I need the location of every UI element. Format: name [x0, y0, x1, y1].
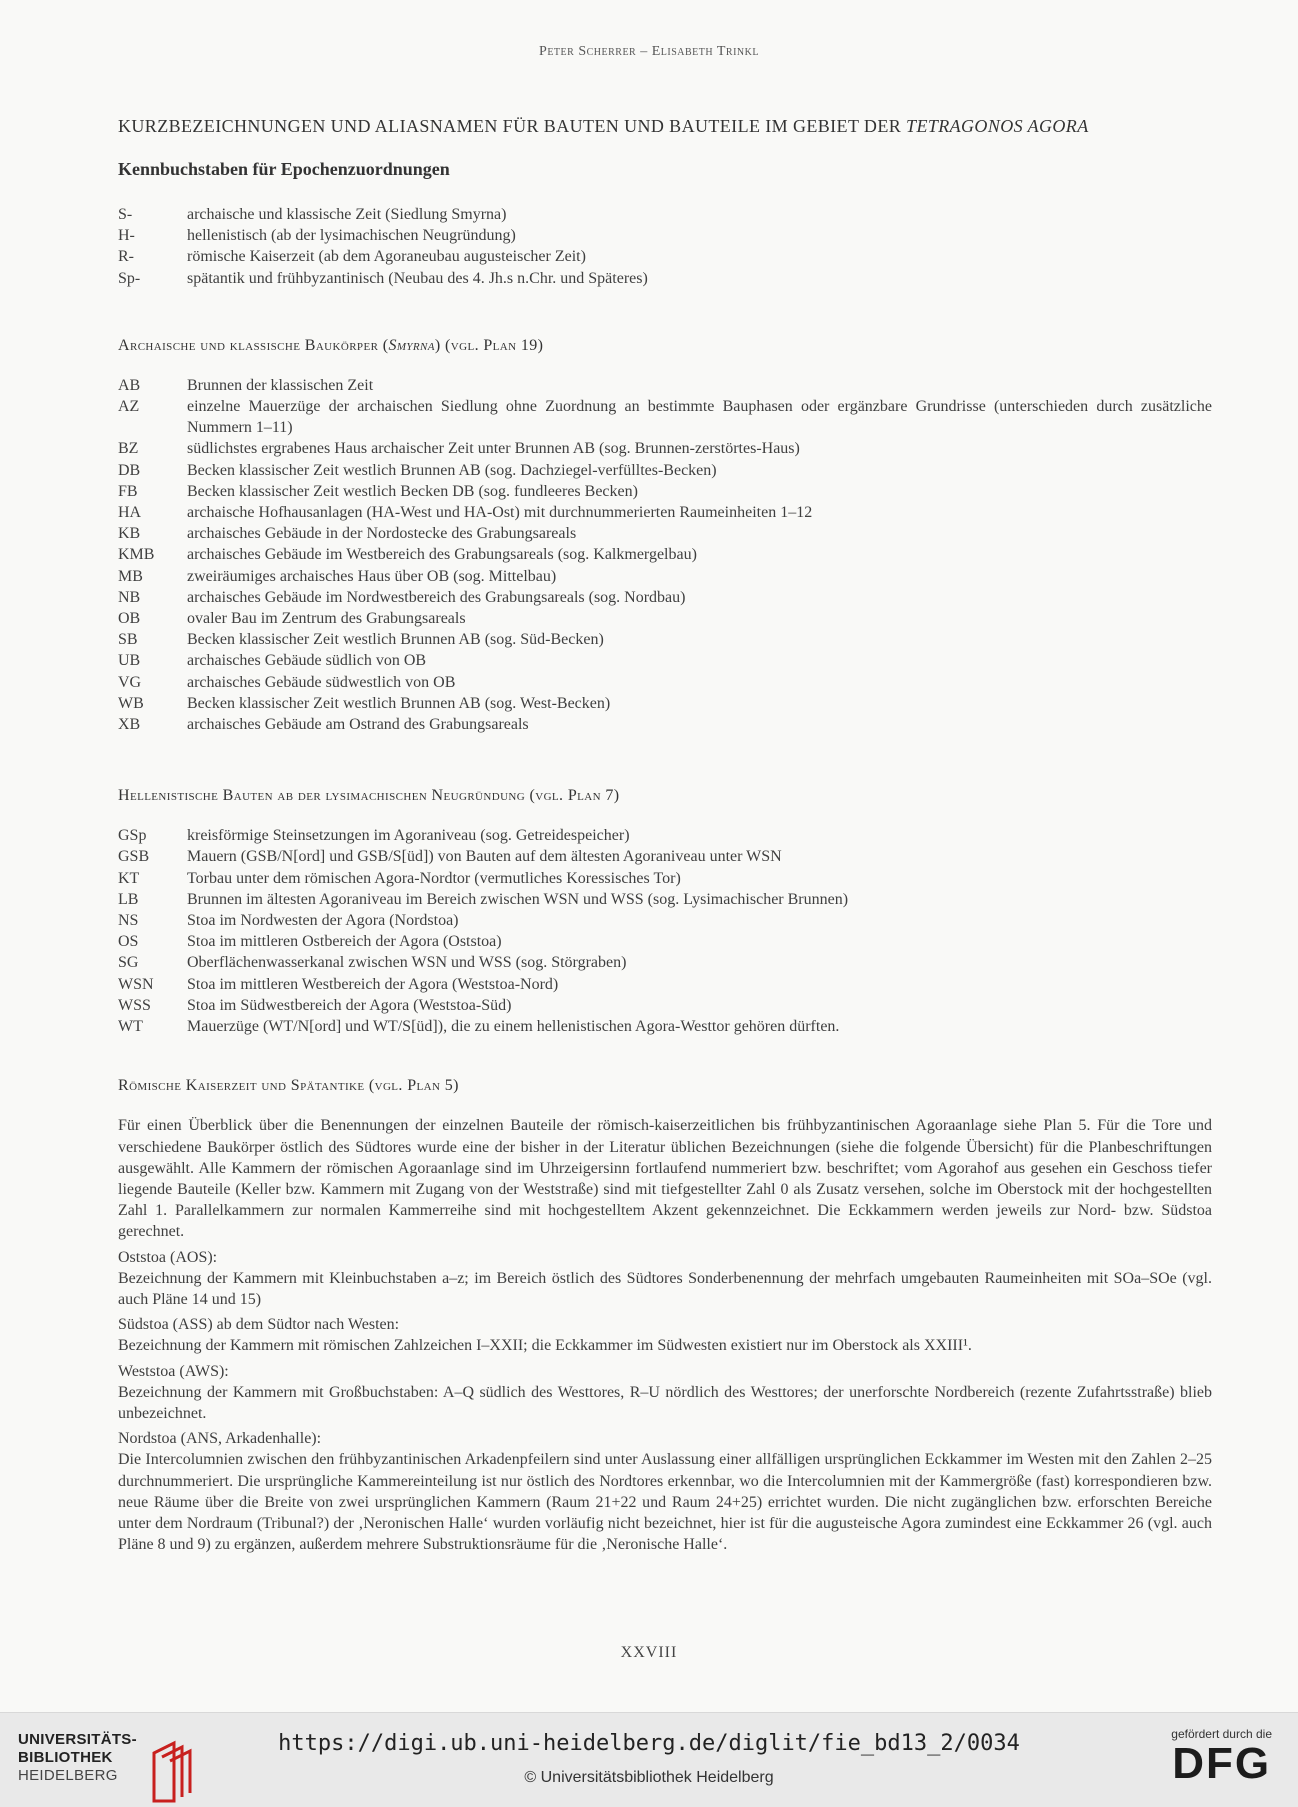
archaic-row	[118, 566, 1212, 587]
hellenistic-row	[118, 825, 1212, 846]
stoa-heading: Weststoa (AWS):	[118, 1362, 229, 1380]
abbreviation-code: VG	[118, 673, 142, 691]
hellenistic-row	[118, 846, 1212, 867]
abbreviation-description: römische Kaiserzeit (ab dem Agoraneubau augusteischer Zeit)	[187, 248, 586, 266]
main-title-italic: TETRAGONOS AGORA	[906, 116, 1089, 136]
archaic-row	[118, 375, 1212, 396]
viewer-footer	[0, 1712, 1298, 1807]
abbreviation-description: südlichstes ergrabenes Haus archaischer Zeit unter Brunnen AB (sog. Brunnen-zerstörtes-Haus)	[187, 440, 800, 458]
abbreviation-description: Brunnen im ältesten Agoraniveau im Bereich zwischen WSN und WSS (sog. Lysimachischer Brunnen)	[187, 890, 849, 908]
abbreviation-code: KT	[118, 869, 140, 887]
archaic-row	[118, 693, 1212, 714]
stoa-heading: Oststoa (AOS):	[118, 1248, 218, 1266]
library-name-line1: UNIVERSITÄTS-	[18, 1731, 137, 1748]
hellenistic-row	[118, 910, 1212, 931]
abbreviation-code: BZ	[118, 440, 139, 458]
abbreviation-code: MB	[118, 567, 143, 585]
abbreviation-code: WT	[118, 1018, 143, 1036]
library-name-line2: BIBLIOTHEK	[18, 1749, 113, 1766]
permalink-url[interactable]: https://digi.ub.uni-heidelberg.de/diglit/fie_bd13_2/0034	[278, 1731, 1020, 1756]
epoch-row	[118, 204, 1212, 225]
abbreviation-code: SB	[118, 631, 138, 649]
funded-by-text: gefördert durch die	[1171, 1727, 1272, 1741]
page-number: XXVIII	[620, 1644, 678, 1661]
abbreviation-code: OS	[118, 933, 139, 951]
stoa-description: Bezeichnung der Kammern mit römischen Zahlzeichen I–XXII; die Eckkammer im Südwesten existiert nur im Oberstock als XXIII¹.	[118, 1337, 972, 1355]
abbreviation-code: AB	[118, 376, 141, 394]
abbreviation-code: R-	[118, 248, 134, 266]
abbreviation-description: einzelne Mauerzüge der archaischen Siedlung ohne Zuordnung an bestimmte Bauphasen oder ergänzbare Grundrisse (unterschieden durch zusätzliche Nummern 1–11)	[187, 398, 1212, 437]
archaic-row	[118, 672, 1212, 693]
archaic-title-post: ) (vgl. Plan 19)	[434, 336, 544, 354]
epoch-list	[118, 204, 1212, 289]
epoch-title: Kennbuchstaben für Epochenzuordnungen	[118, 159, 450, 179]
abbreviation-description: ovaler Bau im Zentrum des Grabungsareals	[187, 610, 466, 628]
abbreviation-code: DB	[118, 461, 141, 479]
hellenistic-row	[118, 1016, 1212, 1037]
abbreviation-description: Torbau unter dem römischen Agora-Nordtor (vermutliches Koressisches Tor)	[187, 869, 681, 887]
abbreviation-code: UB	[118, 652, 141, 670]
archaic-row	[118, 502, 1212, 523]
abbreviation-code: S-	[118, 206, 133, 223]
abbreviation-code: GSB	[118, 848, 150, 866]
archaic-row	[118, 460, 1212, 481]
abbreviation-description: Mauerzüge (WT/N[ord] und WT/S[üd]), die zu einem hellenistischen Agora-Westtor gehören dürften.	[187, 1018, 840, 1036]
abbreviation-description: Stoa im Südwestbereich der Agora (Weststoa-Süd)	[187, 996, 512, 1014]
page-content	[118, 116, 1212, 1555]
stoa-descriptions	[118, 1247, 1212, 1556]
abbreviation-description: archaisches Gebäude in der Nordostecke des Grabungsareals	[187, 525, 577, 543]
abbreviation-description: Becken klassischer Zeit westlich Brunnen AB (sog. Dachziegel-verfülltes-Becken)	[187, 461, 717, 479]
abbreviation-code: Sp-	[118, 269, 141, 287]
archaic-row	[118, 608, 1212, 629]
hellenistic-row	[118, 974, 1212, 995]
archaic-row	[118, 544, 1212, 565]
abbreviation-code: FB	[118, 482, 138, 500]
hellenistic-row	[118, 931, 1212, 952]
archaic-section-title	[118, 337, 1212, 355]
roman-intro-paragraph: Für einen Überblick über die Benennungen der einzelnen Bauteile der römisch-kaiserzeitlichen bis frühbyzantinischen Agoraanlage siehe Plan 5. Für die Tore und verschiedene Baukörper östlich des Südtores wurde eine der bisher in der Literatur üblichen Bezeichnungen (siehe die folgende Übersicht) für die Planbeschriftungen ausgewählt. Alle Kammern der römischen Agoraanlage sind im Uhrzeigersinn fortlaufend nummeriert bzw. beschriftet; vom Agorahof aus gesehen ein Geschoss tiefer liegende Bauteile (Keller bzw. Kammern mit Zugang von der Weststraße) sind mit tiefgestellter Zahl 0 als Zusatz versehen, solche im Oberstock mit der hochgestellten Zahl 1. Parallelkammern zur normalen Kammerreihe sind mit hochgestelltem Akzent gekennzeichnet. Die Eckkammern werden jeweils zur Nord- bzw. Südstoa gerechnet.	[118, 1117, 1212, 1241]
main-title	[118, 116, 1212, 137]
abbreviation-description: archaische und klassische Zeit (Siedlung Smyrna)	[187, 206, 507, 223]
abbreviation-code: WSS	[118, 996, 151, 1014]
hellenistic-section-title: Hellenistische Bauten ab der lysimachischen Neugründung (vgl. Plan 7)	[118, 787, 620, 805]
archaic-row	[118, 396, 1212, 438]
abbreviation-description: Oberflächenwasserkanal zwischen WSN und WSS (sog. Störgraben)	[187, 954, 627, 972]
stoa-heading: Nordstoa (ANS, Arkadenhalle):	[118, 1430, 322, 1448]
dfg-wordmark: DFG	[1172, 1739, 1272, 1788]
abbreviation-description: spätantik und frühbyzantinisch (Neubau des 4. Jh.s n.Chr. und Späteres)	[187, 269, 648, 287]
archaic-row	[118, 629, 1212, 650]
archaic-row	[118, 438, 1212, 459]
copyright-text: © Universitätsbibliothek Heidelberg	[524, 1769, 774, 1786]
hellenistic-list	[118, 825, 1212, 1037]
abbreviation-code: H-	[118, 227, 135, 245]
hellenistic-row	[118, 995, 1212, 1016]
roman-section-title: Römische Kaiserzeit und Spätantike (vgl. Plan 5)	[118, 1077, 459, 1095]
archaic-row	[118, 481, 1212, 502]
abbreviation-code: NB	[118, 588, 141, 606]
stoa-description: Bezeichnung der Kammern mit Kleinbuchstaben a–z; im Bereich östlich des Südtores Sonderbenennung der mehrfach umgebauten Raumeinheiten mit SOa–SOe (vgl. auch Pläne 14 und 15)	[118, 1269, 1212, 1308]
archaic-row	[118, 714, 1212, 735]
running-head: Peter Scherrer – Elisabeth Trinkl	[539, 44, 759, 59]
stoa-description: Die Intercolumnien zwischen den frühbyzantinischen Arkadenpfeilern sind unter Auslassung einer allfälligen ursprünglichen Eckkammer im Westen mit den Zahlen 2–25 durchnummeriert. Die ursprüngliche Kammereinteilung ist nur östlich des Nordtores erkennbar, wo die Intercolumnien mit der Kammergröße (fast) korrespondieren bzw. neue Räume über die Breite von zwei ursprünglichen Kammern (Raum 21+22 und Raum 24+25) errichtet wurden. Die nicht zugänglichen bzw. erforschten Bereiche unter dem Nordraum (Tribunal?) der ‚Neronischen Halle‘ wurden vorläufig nicht bezeichnet, hier ist für die augusteische Agora zumindest eine Eckkammer 26 (vgl. auch Pläne 8 und 9) zu ergänzen, außerdem mehrere Substruktionsräume für die ‚Neronische Halle‘.	[118, 1451, 1212, 1554]
abbreviation-description: Brunnen der klassischen Zeit	[187, 376, 374, 394]
abbreviation-code: GSp	[118, 827, 147, 845]
abbreviation-code: KMB	[118, 546, 155, 564]
abbreviation-code: AZ	[118, 398, 140, 416]
abbreviation-code: NS	[118, 912, 139, 930]
archaic-row	[118, 587, 1212, 608]
abbreviation-code: OB	[118, 610, 141, 628]
hellenistic-row	[118, 868, 1212, 889]
abbreviation-code: KB	[118, 525, 141, 543]
abbreviation-code: HA	[118, 504, 142, 522]
abbreviation-description: archaisches Gebäude im Nordwestbereich des Grabungsareals (sog. Nordbau)	[187, 588, 686, 606]
abbreviation-description: archaisches Gebäude südwestlich von OB	[187, 673, 456, 691]
archaic-row	[118, 523, 1212, 544]
abbreviation-description: hellenistisch (ab der lysimachischen Neugründung)	[187, 227, 516, 245]
archaic-row	[118, 650, 1212, 671]
abbreviation-description: Stoa im mittleren Ostbereich der Agora (Oststoa)	[187, 933, 502, 951]
archaic-title-pre: Archaische und klassische Baukörper (	[118, 336, 389, 354]
abbreviation-code: WSN	[118, 975, 154, 993]
library-name-line3: HEIDELBERG	[18, 1767, 118, 1784]
abbreviation-description: Stoa im mittleren Westbereich der Agora (Weststoa-Nord)	[187, 975, 559, 993]
epoch-row	[118, 246, 1212, 267]
abbreviation-description: Stoa im Nordwesten der Agora (Nordstoa)	[187, 912, 459, 930]
abbreviation-description: archaisches Gebäude südlich von OB	[187, 652, 427, 670]
abbreviation-description: Mauern (GSB/N[ord] und GSB/S[üd]) von Bauten auf dem ältesten Agoraniveau unter WSN	[187, 848, 782, 866]
abbreviation-code: WB	[118, 694, 144, 712]
archaic-list	[118, 375, 1212, 735]
dfg-logo	[1171, 1727, 1272, 1787]
epoch-row	[118, 268, 1212, 289]
abbreviation-description: Becken klassischer Zeit westlich Becken DB (sog. fundleeres Becken)	[187, 482, 638, 500]
stoa-description: Bezeichnung der Kammern mit Großbuchstaben: A–Q südlich des Westtores, R–U nördlich des Westtores; der unerforschte Nordbereich (rezente Zufahrtsstraße) blieb unbezeichnet.	[118, 1383, 1212, 1422]
abbreviation-description: archaische Hofhausanlagen (HA-West und HA-Ost) mit durchnummerierten Raumeinheiten 1–12	[187, 504, 813, 522]
hellenistic-row	[118, 889, 1212, 910]
abbreviation-code: SG	[118, 954, 139, 972]
abbreviation-description: archaisches Gebäude im Westbereich des Grabungsareals (sog. Kalkmergelbau)	[187, 546, 697, 564]
abbreviation-description: archaisches Gebäude am Ostrand des Grabungsareals	[187, 716, 529, 734]
abbreviation-description: Becken klassischer Zeit westlich Brunnen AB (sog. Süd-Becken)	[187, 631, 604, 649]
abbreviation-code: XB	[118, 716, 141, 734]
abbreviation-description: Becken klassischer Zeit westlich Brunnen AB (sog. West-Becken)	[187, 694, 611, 712]
abbreviation-description: kreisförmige Steinsetzungen im Agoraniveau (sog. Getreidespeicher)	[187, 827, 630, 845]
epoch-row	[118, 225, 1212, 246]
main-title-text: KURZBEZEICHNUNGEN UND ALIASNAMEN FÜR BAUTEN UND BAUTEILE IM GEBIET DER	[118, 116, 907, 136]
archaic-title-italic: Smyrna	[388, 336, 435, 354]
stoa-heading: Südstoa (ASS) ab dem Südtor nach Westen:	[118, 1316, 400, 1334]
hellenistic-row	[118, 952, 1212, 973]
abbreviation-description: zweiräumiges archaisches Haus über OB (sog. Mittelbau)	[187, 567, 557, 585]
abbreviation-code: LB	[118, 890, 139, 908]
